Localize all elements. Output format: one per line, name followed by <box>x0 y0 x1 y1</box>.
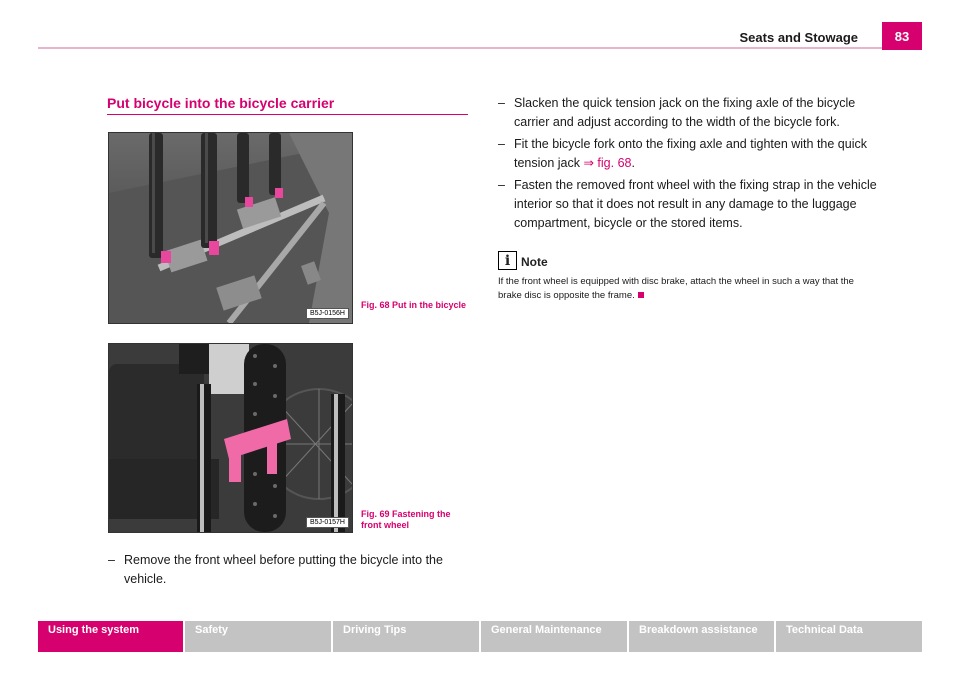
end-of-section-marker <box>638 292 644 298</box>
figure-69-image <box>108 343 353 533</box>
nav-tab-general-maintenance[interactable]: General Maintenance <box>481 621 629 652</box>
nav-tab-using-the-system[interactable]: Using the system <box>38 621 185 652</box>
note-text-block <box>498 275 863 303</box>
figure-68-image <box>108 132 353 324</box>
instruction-step <box>498 176 879 233</box>
footer-navigation <box>38 621 922 652</box>
note-label: Note <box>521 255 548 269</box>
step-text: Fit the bicycle fork onto the fixing axle and tighten with the quick tension jack <box>514 137 867 170</box>
instruction-step <box>498 135 879 173</box>
step-text: Slacken the quick tension jack on the fixing axle of the bicycle carrier and adjust according to the width of the bicycle fork. <box>514 96 856 129</box>
figure-link[interactable]: ⇒ fig. 68 <box>583 156 632 170</box>
page-number-badge: 83 <box>882 22 922 50</box>
note-text: If the front wheel is equipped with disc brake, attach the wheel in such a way that the brake disc is opposite the frame. <box>498 276 854 301</box>
nav-tab-safety[interactable]: Safety <box>185 621 333 652</box>
step-dash: – <box>498 137 505 151</box>
note-heading <box>498 245 548 269</box>
nav-tab-driving-tips[interactable]: Driving Tips <box>333 621 481 652</box>
step-text-end: . <box>631 156 635 170</box>
figure-69-caption: Fig. 69 Fastening the front wheel <box>361 509 451 530</box>
note-icon: i <box>498 251 517 270</box>
step-dash: – <box>108 553 115 567</box>
figure-code: B5J-0157H <box>306 517 349 528</box>
instruction-step <box>108 551 474 589</box>
figure-code: B5J-0156H <box>306 308 349 319</box>
step-dash: – <box>498 178 505 192</box>
chapter-title: Seats and Stowage <box>739 30 858 45</box>
figure-68-caption: Fig. 68 Put in the bicycle <box>361 300 467 310</box>
section-rule <box>107 114 468 115</box>
section-title: Put bicycle into the bicycle carrier <box>107 95 335 111</box>
step-text: Remove the front wheel before putting the bicycle into the vehicle. <box>124 553 443 586</box>
nav-tab-technical-data[interactable]: Technical Data <box>776 621 922 652</box>
header-rule <box>38 47 882 49</box>
nav-tab-breakdown-assistance[interactable]: Breakdown assistance <box>629 621 776 652</box>
step-text: Fasten the removed front wheel with the fixing strap in the vehicle interior so that it does not result in any damage to the luggage compartment, bicycle or the stored items. <box>514 178 877 230</box>
instruction-step <box>498 94 879 132</box>
step-dash: – <box>498 96 505 110</box>
